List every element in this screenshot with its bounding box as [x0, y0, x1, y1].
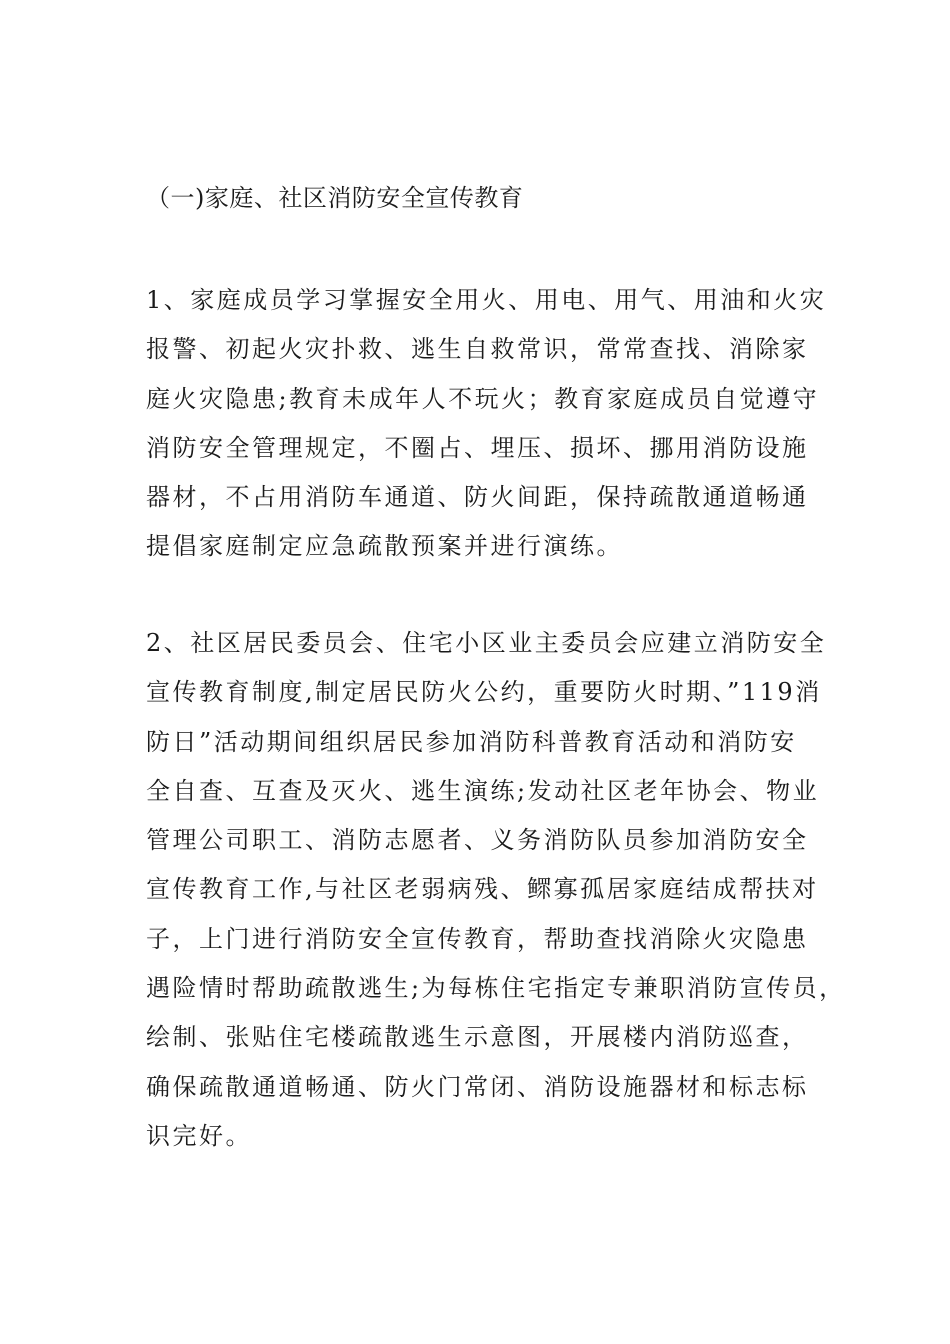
paragraph-line: 管理公司职工、消防志愿者、义务消防队员参加消防安全: [146, 826, 809, 855]
paragraph-line: 庭火灾隐患;教育未成年人不玩火；教育家庭成员自觉遵守: [146, 384, 820, 413]
paragraph-line: 报警、初起火灾扑救、逃生自救常识，常常查找、消除家: [146, 335, 809, 364]
paragraph-line: 宣传教育制度,制定居民防火公约，重要防火时期、”119消: [146, 678, 822, 707]
section-heading: （一)家庭、社区消防安全宣传教育: [146, 184, 524, 212]
paragraph-line: 遇险情时帮助疏散逃生;为每栋住宅指定专兼职消防宣传员，: [146, 974, 846, 1003]
paragraph-line: 2、社区居民委员会、住宅小区业主委员会应建立消防安全: [146, 629, 827, 657]
paragraph-line: 识完好。: [146, 1121, 252, 1150]
paragraph-line: 提倡家庭制定应急疏散预案并进行演练。: [146, 532, 623, 561]
paragraph-line: 防日”活动期间组织居民参加消防科普教育活动和消防安: [146, 727, 797, 756]
paragraph-line: 宣传教育工作,与社区老弱病残、鳏寡孤居家庭结成帮扶对: [146, 875, 819, 904]
paragraph-line: 绘制、张贴住宅楼疏散逃生示意图，开展楼内消防巡查，: [146, 1023, 809, 1052]
paragraph-line: 确保疏散通道畅通、防火门常闭、消防设施器材和标志标: [146, 1072, 809, 1101]
paragraph-2: [146, 625, 846, 1167]
paragraph-line: 1、家庭成员学习掌握安全用火、用电、用气、用油和火灾: [146, 286, 827, 314]
paragraph-line: 消防安全管理规定，不圈占、埋压、损坏、挪用消防设施: [146, 433, 809, 462]
paragraph-line: 全自查、互查及灭火、逃生演练;发动社区老年协会、物业: [146, 776, 820, 805]
paragraph-line: 器材，不占用消防车通道、防火间距，保持疏散通道畅通: [146, 483, 809, 512]
paragraph-line: 子，上门进行消防安全宣传教育，帮助查找消除火灾隐患: [146, 924, 809, 953]
paragraph-1: [146, 282, 836, 578]
